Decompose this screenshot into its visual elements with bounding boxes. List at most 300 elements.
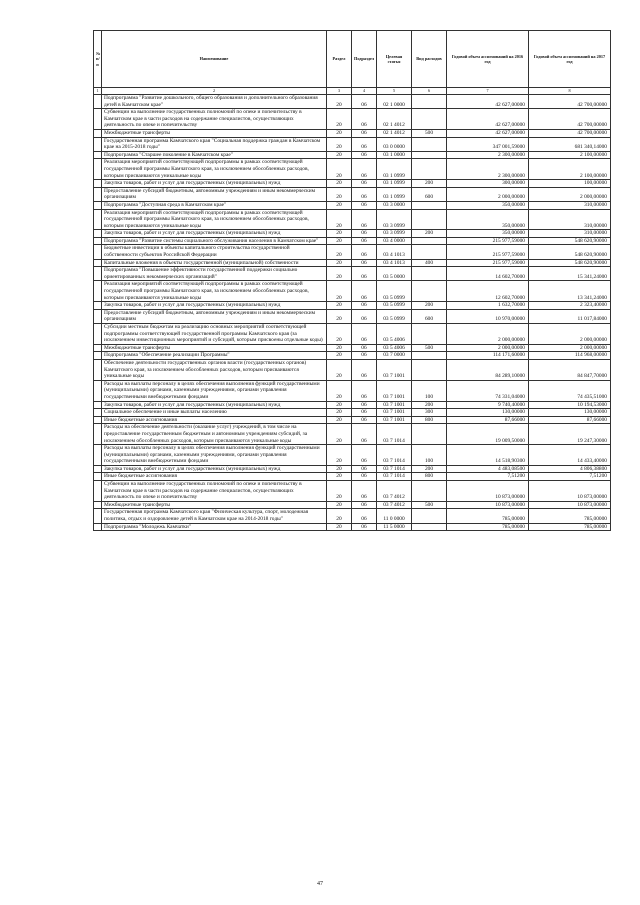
row-number-cell — [94, 445, 102, 466]
expense-type-cell: 500 — [412, 344, 447, 352]
table-row — [94, 151, 611, 159]
target-article-cell: 03 7 1014 — [377, 445, 412, 466]
table-row — [94, 359, 611, 380]
table-row — [94, 501, 611, 509]
amount-2016-cell: 14 518,90300 — [447, 445, 529, 466]
header-allocation-2017: Годовой объем ассигнований на 2017 год — [529, 31, 611, 88]
amount-2017-cell: 548 620,90000 — [529, 259, 611, 267]
row-number-cell — [94, 151, 102, 159]
amount-2016-cell: 10 873,00000 — [447, 481, 529, 502]
razdel-cell: 20 — [327, 352, 352, 360]
item-name-cell: Предоставление субсидий бюджетным, автономным учреждениям и иным некоммерческим организациям — [102, 187, 327, 201]
col-number-5: 5 — [377, 88, 412, 95]
expense-type-cell — [412, 281, 447, 302]
col-number-3: 3 — [327, 88, 352, 95]
row-number-cell — [94, 324, 102, 345]
target-article-cell: 03 5 4006 — [377, 324, 412, 345]
col-number-4: 4 — [352, 88, 377, 95]
razdel-cell: 20 — [327, 481, 352, 502]
razdel-cell: 20 — [327, 109, 352, 130]
amount-2017-cell: 548 620,90000 — [529, 245, 611, 259]
amount-2017-cell: 87,66000 — [529, 416, 611, 424]
amount-2017-cell: 2 000,00000 — [529, 187, 611, 201]
row-number-cell — [94, 201, 102, 209]
target-article-cell: 03 7 1014 — [377, 465, 412, 473]
header-allocation-2016: Годовой объем ассигнований на 2016 год — [447, 31, 529, 88]
podrazdel-cell: 06 — [352, 445, 377, 466]
row-number-cell — [94, 523, 102, 531]
target-article-cell: 03 3 0000 — [377, 201, 412, 209]
amount-2016-cell: 19 009,50000 — [447, 424, 529, 445]
table-row — [94, 509, 611, 523]
amount-2016-cell: 215 977,59000 — [447, 245, 529, 259]
podrazdel-cell: 06 — [352, 180, 377, 188]
podrazdel-cell: 06 — [352, 409, 377, 417]
amount-2017-cell: 2 000,00000 — [529, 344, 611, 352]
table-row — [94, 201, 611, 209]
expense-type-cell — [412, 324, 447, 345]
table-row — [94, 352, 611, 360]
row-number-cell — [94, 259, 102, 267]
header-target-article: Целевая статья — [377, 31, 412, 88]
target-article-cell: 03 4 0000 — [377, 237, 412, 245]
razdel-cell: 20 — [327, 137, 352, 151]
amount-2016-cell: 2 000,00000 — [447, 324, 529, 345]
target-article-cell: 03 5 0000 — [377, 267, 412, 281]
table-row — [94, 267, 611, 281]
column-number-row — [94, 88, 611, 95]
podrazdel-cell: 06 — [352, 523, 377, 531]
amount-2017-cell: 11 017,84000 — [529, 309, 611, 323]
razdel-cell: 20 — [327, 416, 352, 424]
table-row — [94, 409, 611, 417]
amount-2017-cell: 4 806,38800 — [529, 465, 611, 473]
podrazdel-cell: 06 — [352, 159, 377, 180]
table-row — [94, 95, 611, 109]
row-number-cell — [94, 344, 102, 352]
razdel-cell: 20 — [327, 230, 352, 238]
expense-type-cell — [412, 352, 447, 360]
razdel-cell: 20 — [327, 424, 352, 445]
col-number-1: 1 — [94, 88, 102, 95]
amount-2016-cell: 215 977,59000 — [447, 259, 529, 267]
item-name-cell: Межбюджетные трансферты — [102, 129, 327, 137]
item-name-cell: Подпрограмма "Повышение эффективности государственной поддержки социально ориентированных некоммерческих организаций" — [102, 267, 327, 281]
razdel-cell: 20 — [327, 465, 352, 473]
item-name-cell: Реализация мероприятий соответствующей подпрограммы в рамках соответствующей государственной программы Камчатского края, за исключением обособленных расходов, которым присваиваются уникальные коды — [102, 281, 327, 302]
item-name-cell: Расходы на обеспечение деятельности (оказание услуг) учреждений, в том числе на предоставление государственным бюджетным и автономным учреждениям субсидий, за исключением обособленных расходов, которым присваиваются уникальные коды — [102, 424, 327, 445]
amount-2016-cell: 350,00000 — [447, 230, 529, 238]
table-row — [94, 137, 611, 151]
col-number-8: 8 — [529, 88, 611, 95]
amount-2017-cell: 681 340,14000 — [529, 137, 611, 151]
row-number-cell — [94, 380, 102, 401]
item-name-cell: Закупка товаров, работ и услуг для государственных (муниципальных) нужд — [102, 230, 327, 238]
target-article-cell: 03 7 1001 — [377, 401, 412, 409]
podrazdel-cell: 06 — [352, 137, 377, 151]
item-name-cell: Реализация мероприятий соответствующей подпрограммы в рамках соответствующей государственной программы Камчатского края, за исключением обособленных расходов, которым присваиваются уникальные коды — [102, 209, 327, 230]
amount-2016-cell: 785,00000 — [447, 509, 529, 523]
expense-type-cell: 200 — [412, 465, 447, 473]
amount-2016-cell: 42 627,00000 — [447, 109, 529, 130]
razdel-cell: 20 — [327, 159, 352, 180]
table-row — [94, 324, 611, 345]
razdel-cell: 20 — [327, 151, 352, 159]
item-name-cell: Закупка товаров, работ и услуг для государственных (муниципальных) нужд — [102, 465, 327, 473]
expense-type-cell: 800 — [412, 473, 447, 481]
razdel-cell: 20 — [327, 473, 352, 481]
row-number-cell — [94, 501, 102, 509]
amount-2016-cell: 14 602,70000 — [447, 267, 529, 281]
podrazdel-cell: 06 — [352, 237, 377, 245]
razdel-cell: 20 — [327, 359, 352, 380]
amount-2017-cell: 42 700,00000 — [529, 129, 611, 137]
podrazdel-cell: 06 — [352, 424, 377, 445]
table-row — [94, 473, 611, 481]
amount-2017-cell: 2 323,40000 — [529, 302, 611, 310]
podrazdel-cell: 06 — [352, 109, 377, 130]
razdel-cell: 20 — [327, 309, 352, 323]
expense-type-cell — [412, 267, 447, 281]
table-row — [94, 109, 611, 130]
amount-2017-cell: 14 433,40000 — [529, 445, 611, 466]
razdel-cell: 20 — [327, 201, 352, 209]
amount-2016-cell: 2 000,00000 — [447, 344, 529, 352]
podrazdel-cell: 06 — [352, 465, 377, 473]
table-row — [94, 302, 611, 310]
razdel-cell: 20 — [327, 501, 352, 509]
amount-2017-cell: 10 873,00000 — [529, 481, 611, 502]
podrazdel-cell: 06 — [352, 201, 377, 209]
col-number-7: 7 — [447, 88, 529, 95]
podrazdel-cell: 06 — [352, 481, 377, 502]
item-name-cell: Подпрограмма "Старшее поколение в Камчатском крае" — [102, 151, 327, 159]
table-row — [94, 481, 611, 502]
page-number: 47 — [317, 881, 323, 887]
header-number: № п/п — [94, 31, 102, 88]
expense-type-cell: 600 — [412, 309, 447, 323]
row-number-cell — [94, 187, 102, 201]
target-article-cell: 03 7 1001 — [377, 380, 412, 401]
amount-2017-cell: 310,00000 — [529, 230, 611, 238]
amount-2016-cell: 74 331,04000 — [447, 380, 529, 401]
expense-type-cell: 500 — [412, 501, 447, 509]
row-number-cell — [94, 137, 102, 151]
row-number-cell — [94, 409, 102, 417]
item-name-cell: Капитальные вложения в объекты государственной (муниципальной) собственности — [102, 259, 327, 267]
expense-type-cell — [412, 109, 447, 130]
target-article-cell: 03 1 0000 — [377, 151, 412, 159]
expense-type-cell — [412, 509, 447, 523]
col-number-2: 2 — [102, 88, 327, 95]
amount-2016-cell: 7,51200 — [447, 473, 529, 481]
row-number-cell — [94, 95, 102, 109]
target-article-cell: 03 5 4006 — [377, 344, 412, 352]
row-number-cell — [94, 416, 102, 424]
item-name-cell: Подпрограмма "Развитие дошкольного, общего образования и дополнительного образования детей в Камчатском крае" — [102, 95, 327, 109]
amount-2017-cell: 2 000,00000 — [529, 324, 611, 345]
table-row — [94, 129, 611, 137]
amount-2016-cell: 9 740,40000 — [447, 401, 529, 409]
amount-2017-cell: 785,00000 — [529, 523, 611, 531]
budget-table — [93, 30, 611, 531]
amount-2017-cell: 74 435,51000 — [529, 380, 611, 401]
target-article-cell: 03 0 0000 — [377, 137, 412, 151]
target-article-cell: 03 7 1001 — [377, 409, 412, 417]
podrazdel-cell: 06 — [352, 324, 377, 345]
table-row — [94, 230, 611, 238]
item-name-cell: Социальное обеспечение и иные выплаты населению — [102, 409, 327, 417]
razdel-cell: 20 — [327, 281, 352, 302]
expense-type-cell — [412, 137, 447, 151]
target-article-cell: 02 1 0000 — [377, 95, 412, 109]
table-row — [94, 465, 611, 473]
expense-type-cell: 200 — [412, 180, 447, 188]
razdel-cell: 20 — [327, 187, 352, 201]
target-article-cell: 03 3 0999 — [377, 209, 412, 230]
item-name-cell: Подпрограмма "Развитие системы социального обслуживания населения в Камчатском крае" — [102, 237, 327, 245]
target-article-cell: 03 7 4012 — [377, 481, 412, 502]
podrazdel-cell: 06 — [352, 209, 377, 230]
item-name-cell: Субсидии местным бюджетам на реализацию основных мероприятий соответствующей подпрограммы соответствующей государственной программы Камчатского края (за исключением инвестиционных мероприятий и субсидий, которым присвоены отдельные коды) — [102, 324, 327, 345]
expense-type-cell: 200 — [412, 401, 447, 409]
target-article-cell: 03 7 1001 — [377, 416, 412, 424]
podrazdel-cell: 06 — [352, 267, 377, 281]
podrazdel-cell: 06 — [352, 187, 377, 201]
target-article-cell: 03 5 0999 — [377, 281, 412, 302]
row-number-cell — [94, 401, 102, 409]
amount-2017-cell: 100,00000 — [529, 180, 611, 188]
razdel-cell: 20 — [327, 324, 352, 345]
row-number-cell — [94, 302, 102, 310]
amount-2017-cell: 130,00000 — [529, 409, 611, 417]
item-name-cell: Субвенции на выполнение государственных полномочий по опеке и попечительству в Камчатском крае в части расходов на содержание специалистов, осуществляющих деятельность по опеке и попечительству — [102, 481, 327, 502]
podrazdel-cell: 06 — [352, 352, 377, 360]
row-number-cell — [94, 473, 102, 481]
amount-2016-cell: 215 977,59000 — [447, 237, 529, 245]
row-number-cell — [94, 129, 102, 137]
expense-type-cell — [412, 209, 447, 230]
razdel-cell: 20 — [327, 302, 352, 310]
header-name: Наименование — [102, 31, 327, 88]
amount-2016-cell: 347 001,59000 — [447, 137, 529, 151]
item-name-cell: Подпрограмма "Доступная среда в Камчатском крае" — [102, 201, 327, 209]
podrazdel-cell: 06 — [352, 129, 377, 137]
row-number-cell — [94, 352, 102, 360]
item-name-cell: Реализация мероприятий соответствующей подпрограммы в рамках соответствующей государственной программы Камчатского края, за исключением обособленных расходов, которым присваиваются уникальные коды — [102, 159, 327, 180]
target-article-cell: 03 1 0999 — [377, 187, 412, 201]
row-number-cell — [94, 209, 102, 230]
amount-2016-cell: 785,00000 — [447, 523, 529, 531]
podrazdel-cell: 06 — [352, 95, 377, 109]
podrazdel-cell: 06 — [352, 473, 377, 481]
row-number-cell — [94, 424, 102, 445]
table-row — [94, 180, 611, 188]
razdel-cell: 20 — [327, 380, 352, 401]
row-number-cell — [94, 281, 102, 302]
item-name-cell: Расходы на выплаты персоналу в целях обеспечения выполнения функций государственными (муниципальными) органами, казенными учреждениями, органами управления государственными внебюджетными фондами — [102, 380, 327, 401]
table-body — [94, 95, 611, 531]
item-name-cell: Иные бюджетные ассигнования — [102, 473, 327, 481]
table-header-row — [94, 31, 611, 88]
amount-2016-cell: 130,00000 — [447, 409, 529, 417]
item-name-cell: Государственная программа Камчатского края "Социальная поддержка граждан в Камчатском крае на 2015-2018 годы" — [102, 137, 327, 151]
expense-type-cell: 500 — [412, 129, 447, 137]
table-row — [94, 523, 611, 531]
podrazdel-cell: 06 — [352, 401, 377, 409]
item-name-cell: Межбюджетные трансферты — [102, 501, 327, 509]
razdel-cell: 20 — [327, 259, 352, 267]
expense-type-cell — [412, 424, 447, 445]
podrazdel-cell: 06 — [352, 309, 377, 323]
podrazdel-cell: 06 — [352, 281, 377, 302]
amount-2016-cell: 10 970,00000 — [447, 309, 529, 323]
row-number-cell — [94, 159, 102, 180]
expense-type-cell: 300 — [412, 409, 447, 417]
table-row — [94, 259, 611, 267]
target-article-cell: 03 3 0999 — [377, 230, 412, 238]
header-podrazdel: Подраздел — [352, 31, 377, 88]
item-name-cell: Межбюджетные трансферты — [102, 344, 327, 352]
amount-2016-cell: 2 300,00000 — [447, 159, 529, 180]
amount-2017-cell: 310,00000 — [529, 209, 611, 230]
amount-2016-cell: 1 632,70000 — [447, 302, 529, 310]
podrazdel-cell: 06 — [352, 359, 377, 380]
target-article-cell: 03 4 1013 — [377, 245, 412, 259]
expense-type-cell: 800 — [412, 416, 447, 424]
item-name-cell: Субвенции на выполнение государственных полномочий по опеке и попечительству в Камчатском крае в части расходов на содержание специалистов, осуществляющих деятельность по опеке и попечительству — [102, 109, 327, 130]
amount-2017-cell: 114 968,00000 — [529, 352, 611, 360]
header-expense-type: Вид расходов — [412, 31, 447, 88]
target-article-cell: 03 7 0000 — [377, 352, 412, 360]
amount-2017-cell: 7,51200 — [529, 473, 611, 481]
item-name-cell: Подпрограмма "Молодежь Камчатки" — [102, 523, 327, 531]
amount-2017-cell: 42 700,00000 — [529, 95, 611, 109]
amount-2017-cell: 19 247,30000 — [529, 424, 611, 445]
expense-type-cell — [412, 201, 447, 209]
table-row — [94, 237, 611, 245]
item-name-cell: Обеспечение деятельности государственных органов власти (государственных органов) Камчатского края, за исключением обособленных расходов, которым присваиваются уникальные коды — [102, 359, 327, 380]
table-row — [94, 424, 611, 445]
expense-type-cell: 200 — [412, 302, 447, 310]
amount-2017-cell: 548 620,90000 — [529, 237, 611, 245]
table-row — [94, 245, 611, 259]
expense-type-cell — [412, 481, 447, 502]
table-row — [94, 209, 611, 230]
expense-type-cell — [412, 523, 447, 531]
row-number-cell — [94, 509, 102, 523]
col-number-6: 6 — [412, 88, 447, 95]
podrazdel-cell: 06 — [352, 259, 377, 267]
expense-type-cell: 200 — [412, 230, 447, 238]
budget-table-sheet — [93, 30, 610, 531]
podrazdel-cell: 06 — [352, 509, 377, 523]
item-name-cell: Бюджетные инвестиции в объекты капитального строительства государственной собственности субъектов Российской Федерации — [102, 245, 327, 259]
item-name-cell: Закупка товаров, работ и услуг для государственных (муниципальных) нужд — [102, 180, 327, 188]
expense-type-cell — [412, 159, 447, 180]
expense-type-cell — [412, 151, 447, 159]
amount-2017-cell: 310,00000 — [529, 201, 611, 209]
amount-2017-cell: 2 100,00000 — [529, 159, 611, 180]
amount-2016-cell: 350,00000 — [447, 201, 529, 209]
expense-type-cell — [412, 237, 447, 245]
row-number-cell — [94, 465, 102, 473]
table-row — [94, 401, 611, 409]
expense-type-cell: 100 — [412, 380, 447, 401]
amount-2016-cell: 42 627,00000 — [447, 129, 529, 137]
podrazdel-cell: 06 — [352, 380, 377, 401]
amount-2016-cell: 300,00000 — [447, 180, 529, 188]
target-article-cell: 03 7 1001 — [377, 359, 412, 380]
row-number-cell — [94, 309, 102, 323]
amount-2017-cell: 2 100,00000 — [529, 151, 611, 159]
razdel-cell: 20 — [327, 267, 352, 281]
expense-type-cell — [412, 359, 447, 380]
razdel-cell: 20 — [327, 209, 352, 230]
table-row — [94, 445, 611, 466]
table-row — [94, 187, 611, 201]
target-article-cell: 02 1 4012 — [377, 129, 412, 137]
row-number-cell — [94, 245, 102, 259]
target-article-cell: 11 5 0000 — [377, 523, 412, 531]
expense-type-cell — [412, 245, 447, 259]
amount-2016-cell: 2 300,00000 — [447, 151, 529, 159]
amount-2016-cell: 87,66000 — [447, 416, 529, 424]
razdel-cell: 20 — [327, 344, 352, 352]
item-name-cell: Предоставление субсидий бюджетным, автономным учреждениям и иным некоммерческим организациям — [102, 309, 327, 323]
amount-2017-cell: 785,00000 — [529, 509, 611, 523]
amount-2017-cell: 42 700,00000 — [529, 109, 611, 130]
amount-2016-cell: 84 289,10000 — [447, 359, 529, 380]
item-name-cell: Государственная программа Камчатского края "Физическая культура, спорт, молодежная политика, отдых и оздоровление детей в Камчатском крае на 2014-2018 годы" — [102, 509, 327, 523]
target-article-cell: 03 7 4012 — [377, 501, 412, 509]
target-article-cell: 03 1 0999 — [377, 180, 412, 188]
amount-2016-cell: 114 171,60000 — [447, 352, 529, 360]
target-article-cell: 03 7 1014 — [377, 424, 412, 445]
podrazdel-cell: 06 — [352, 344, 377, 352]
item-name-cell: Закупка товаров, работ и услуг для государственных (муниципальных) нужд — [102, 401, 327, 409]
podrazdel-cell: 06 — [352, 245, 377, 259]
podrazdel-cell: 06 — [352, 230, 377, 238]
target-article-cell: 03 5 0999 — [377, 302, 412, 310]
row-number-cell — [94, 359, 102, 380]
podrazdel-cell: 06 — [352, 151, 377, 159]
row-number-cell — [94, 180, 102, 188]
expense-type-cell — [412, 95, 447, 109]
table-row — [94, 159, 611, 180]
target-article-cell: 03 7 1014 — [377, 473, 412, 481]
item-name-cell: Закупка товаров, работ и услуг для государственных (муниципальных) нужд — [102, 302, 327, 310]
razdel-cell: 20 — [327, 95, 352, 109]
header-razdel: Раздел — [327, 31, 352, 88]
razdel-cell: 20 — [327, 401, 352, 409]
target-article-cell: 02 1 4012 — [377, 109, 412, 130]
amount-2016-cell: 42 627,00000 — [447, 95, 529, 109]
row-number-cell — [94, 230, 102, 238]
amount-2016-cell: 350,00000 — [447, 209, 529, 230]
amount-2017-cell: 10 873,00000 — [529, 501, 611, 509]
target-article-cell: 03 1 0999 — [377, 159, 412, 180]
target-article-cell: 03 5 0999 — [377, 309, 412, 323]
table-row — [94, 281, 611, 302]
item-name-cell: Иные бюджетные ассигнования — [102, 416, 327, 424]
podrazdel-cell: 06 — [352, 302, 377, 310]
amount-2017-cell: 13 341,24000 — [529, 281, 611, 302]
amount-2017-cell: 15 341,24000 — [529, 267, 611, 281]
amount-2017-cell: 84 847,70000 — [529, 359, 611, 380]
target-article-cell: 03 4 1013 — [377, 259, 412, 267]
table-row — [94, 380, 611, 401]
